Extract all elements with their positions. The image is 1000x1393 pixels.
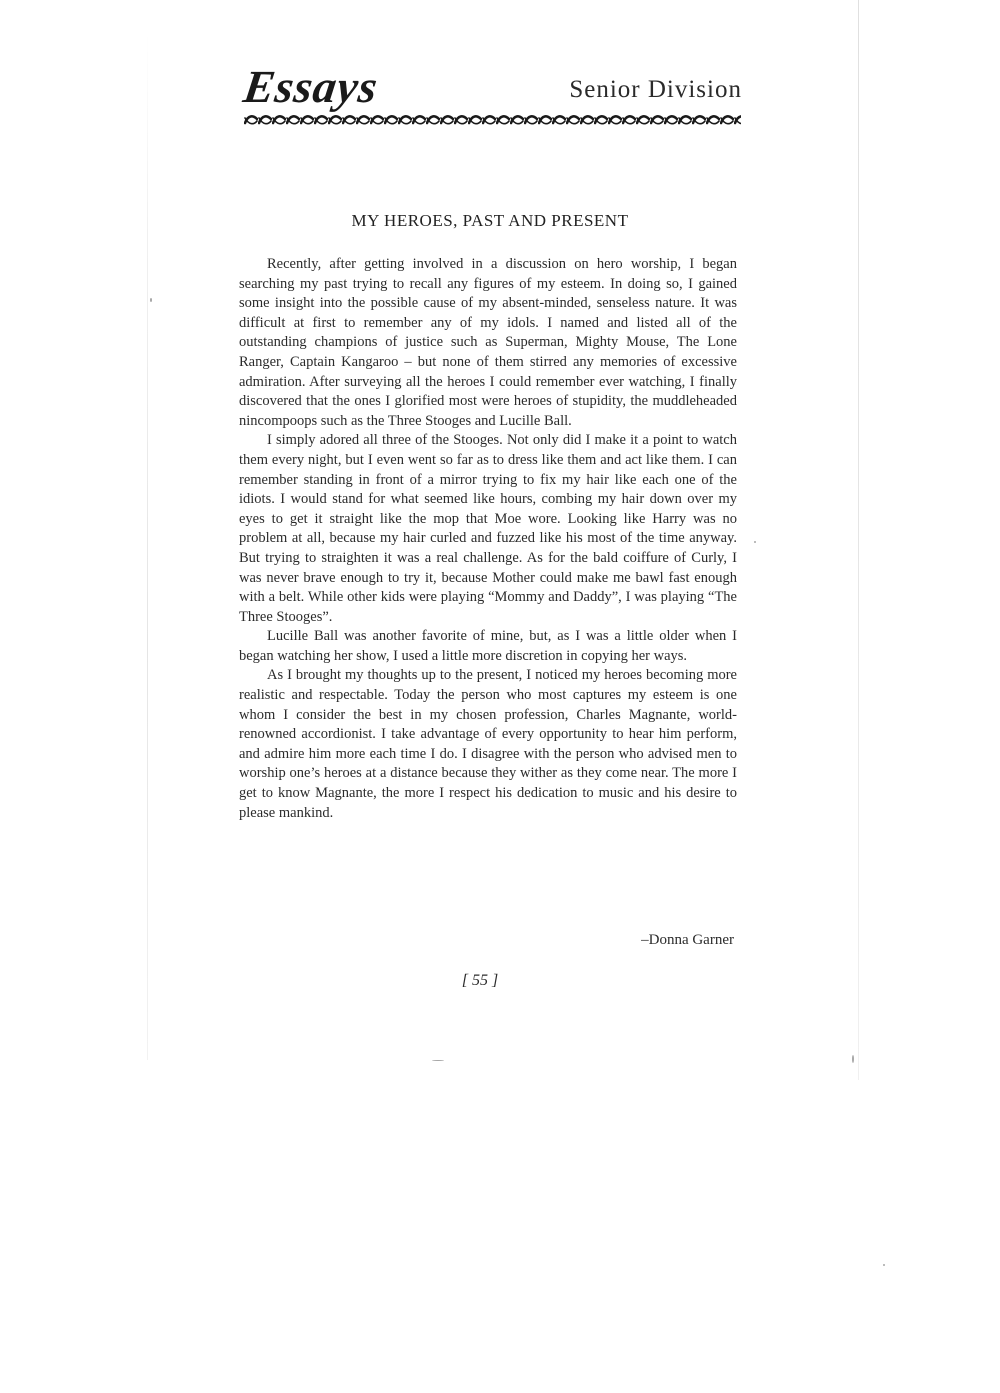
scan-speck (432, 1060, 444, 1061)
page-edge-shadow-right (858, 0, 859, 1080)
section-label: Essays (240, 61, 382, 112)
page-number: [ 55 ] (461, 972, 499, 989)
scan-speck (150, 298, 152, 302)
article-paragraph: I simply adored all three of the Stooges. Not only did I make it a point to watch them every night, but I even went so far as to dress like them and act like them. I can remember standing in front of a mirror trying to fix my hair like each one of the idiots. I would stand for what seemed like hours, combing my hair down over my eyes to get it straight like the mop that Moe wore. Looking like Harry was no problem at all, because my hair curled and fuzzed like his most of the time anyway. But trying to straighten it was a real challenge. As for the bald coiffure of Curly, I was never brave enough to try it, because Mother could make me bawl fast enough with a belt. While other kids were playing “Mommy and Daddy”, I was playing “The Three Stooges”. (239, 432, 737, 625)
article-paragraph: Recently, after getting involved in a discussion on hero worship, I began searching my past trying to recall any figures of my esteem. In doing so, I gained some insight into the possible cause of my absent-minded, senseless nature. It was difficult at first to remember any of my idols. I named and listed all of the outstanding champions of justice such as Superman, Mighty Mouse, The Lone Ranger, Captain Kangaroo – but none of them stirred any memories of excessive admiration. After surveying all the heroes I could remember ever watching, I finally discovered that the ones I glorified most were heroes of stupidity, the muddleheaded nincompoops such as the Three Stooges and Lucille Ball. (239, 256, 737, 429)
page-edge-shadow-left (147, 30, 148, 1060)
article-paragraph: Lucille Ball was another favorite of mine, but, as I was a little older when I began watching her show, I used a little more discretion in copying her ways. (239, 628, 737, 664)
article-title: MY HEROES, PAST AND PRESENT (351, 211, 629, 230)
scan-speck (883, 1264, 885, 1266)
article-paragraph: As I brought my thoughts up to the present, I noticed my heroes becoming more realistic and respectable. Today the person who most captures my esteem is one whom I consider the best in my chosen profession, Charles Magnante, world-renowned accordionist. I take advantage of every opportunity to hear him perform, and admire him more each time I do. I disagree with the person who advised men to worship one’s heroes at a distance because they wither as they come near. The more I get to know Magnante, the more I respect his dedication to music and his desire to please mankind. (239, 667, 737, 821)
scan-speck (852, 1055, 854, 1063)
author-signature: –Donna Garner (641, 932, 734, 948)
rope-border-ornament (244, 112, 741, 128)
scan-speck (754, 541, 756, 543)
article-body (239, 255, 737, 823)
division-label: Senior Division (569, 76, 742, 103)
